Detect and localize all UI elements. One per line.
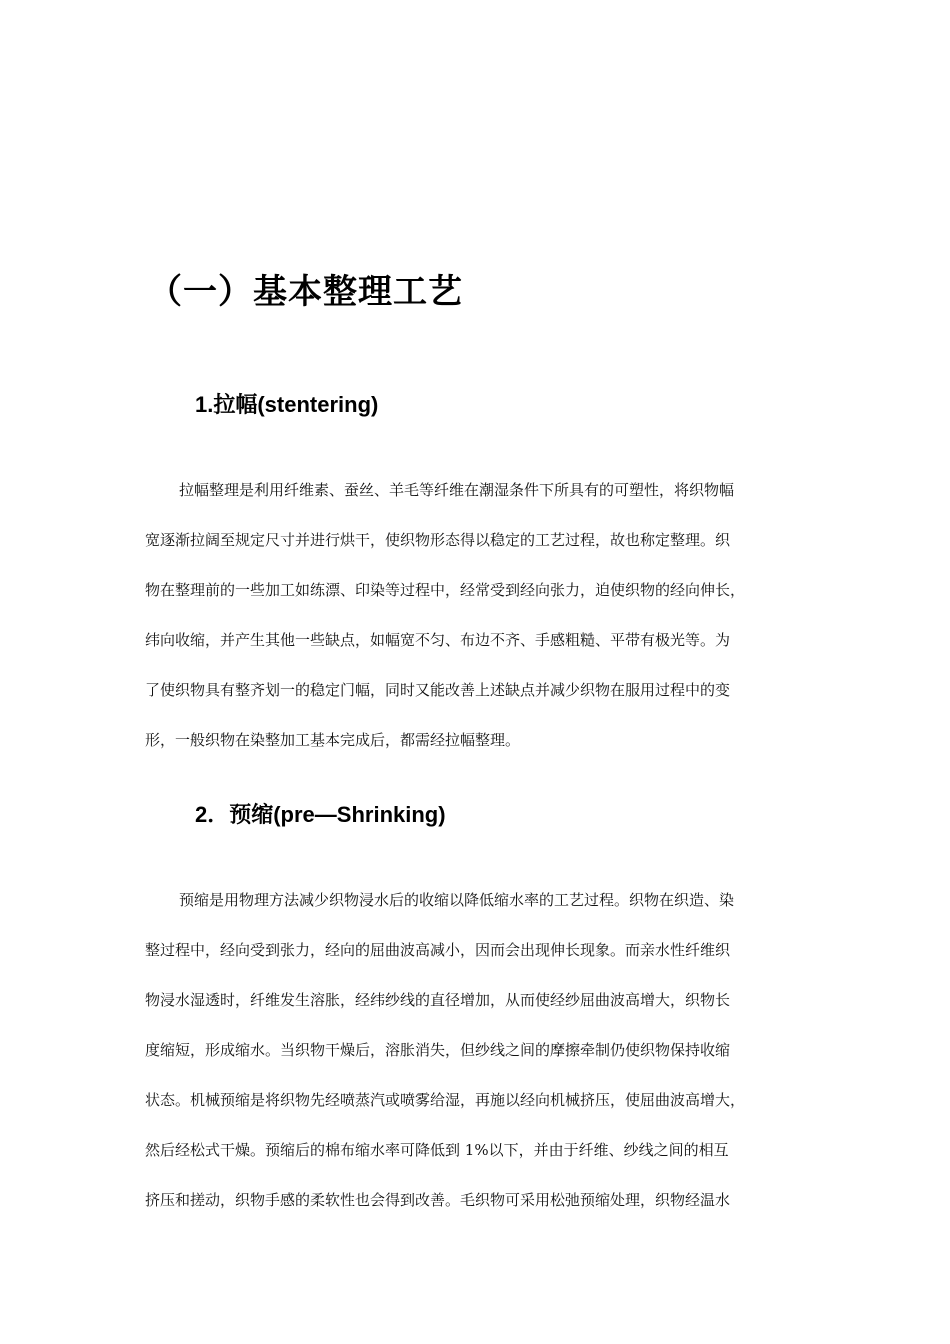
paragraph-line: 整过程中，经向受到张力，经向的屈曲波高减小，因而会出现伸长现象。而亲水性纤维织	[145, 941, 731, 959]
paragraph-line: 纬向收缩，并产生其他一些缺点，如幅宽不匀、布边不齐、手感粗糙、平带有极光等。为	[145, 631, 731, 649]
paragraph-line: 物在整理前的一些加工如练漂、印染等过程中，经常受到经向张力，迫使织物的经向伸长，	[145, 581, 746, 599]
subsection-heading-preshrinking: 2．预缩(pre—Shrinking)	[195, 802, 446, 827]
paragraph-line: 挤压和搓动，织物手感的柔软性也会得到改善。毛织物可采用松弛预缩处理，织物经温水	[145, 1191, 731, 1209]
paragraph-line: 了使织物具有整齐划一的稳定门幅，同时又能改善上述缺点并减少织物在服用过程中的变	[145, 681, 731, 699]
paragraph-line: 状态。机械预缩是将织物先经喷蒸汽或喷雾给湿，再施以经向机械挤压，使屈曲波高增大，	[145, 1091, 746, 1109]
paragraph-line: 宽逐渐拉阔至规定尺寸并进行烘干，使织物形态得以稳定的工艺过程，故也称定整理。织	[145, 531, 731, 549]
paragraph-line: 形，一般织物在染整加工基本完成后，都需经拉幅整理。	[145, 731, 521, 749]
paragraph-line: 拉幅整理是利用纤维素、蚕丝、羊毛等纤维在潮湿条件下所具有的可塑性，将织物幅	[179, 481, 735, 499]
paragraph-line: 物浸水湿透时，纤维发生溶胀，经纬纱线的直径增加，从而使经纱屈曲波高增大，织物长	[145, 991, 731, 1009]
paragraph-line: 度缩短，形成缩水。当织物干燥后，溶胀消失，但纱线之间的摩擦牵制仍使织物保持收缩	[145, 1041, 731, 1059]
paragraph-line: 预缩是用物理方法减少织物浸水后的收缩以降低缩水率的工艺过程。织物在织造、染	[179, 891, 735, 909]
paragraph-line: 然后经松式干燥。预缩后的棉布缩水率可降低到 1%以下，并由于纤维、纱线之间的相互	[145, 1141, 729, 1159]
section-title: （一）基本整理工艺	[148, 272, 463, 312]
subsection-heading-stentering: 1.拉幅(stentering)	[195, 392, 379, 417]
